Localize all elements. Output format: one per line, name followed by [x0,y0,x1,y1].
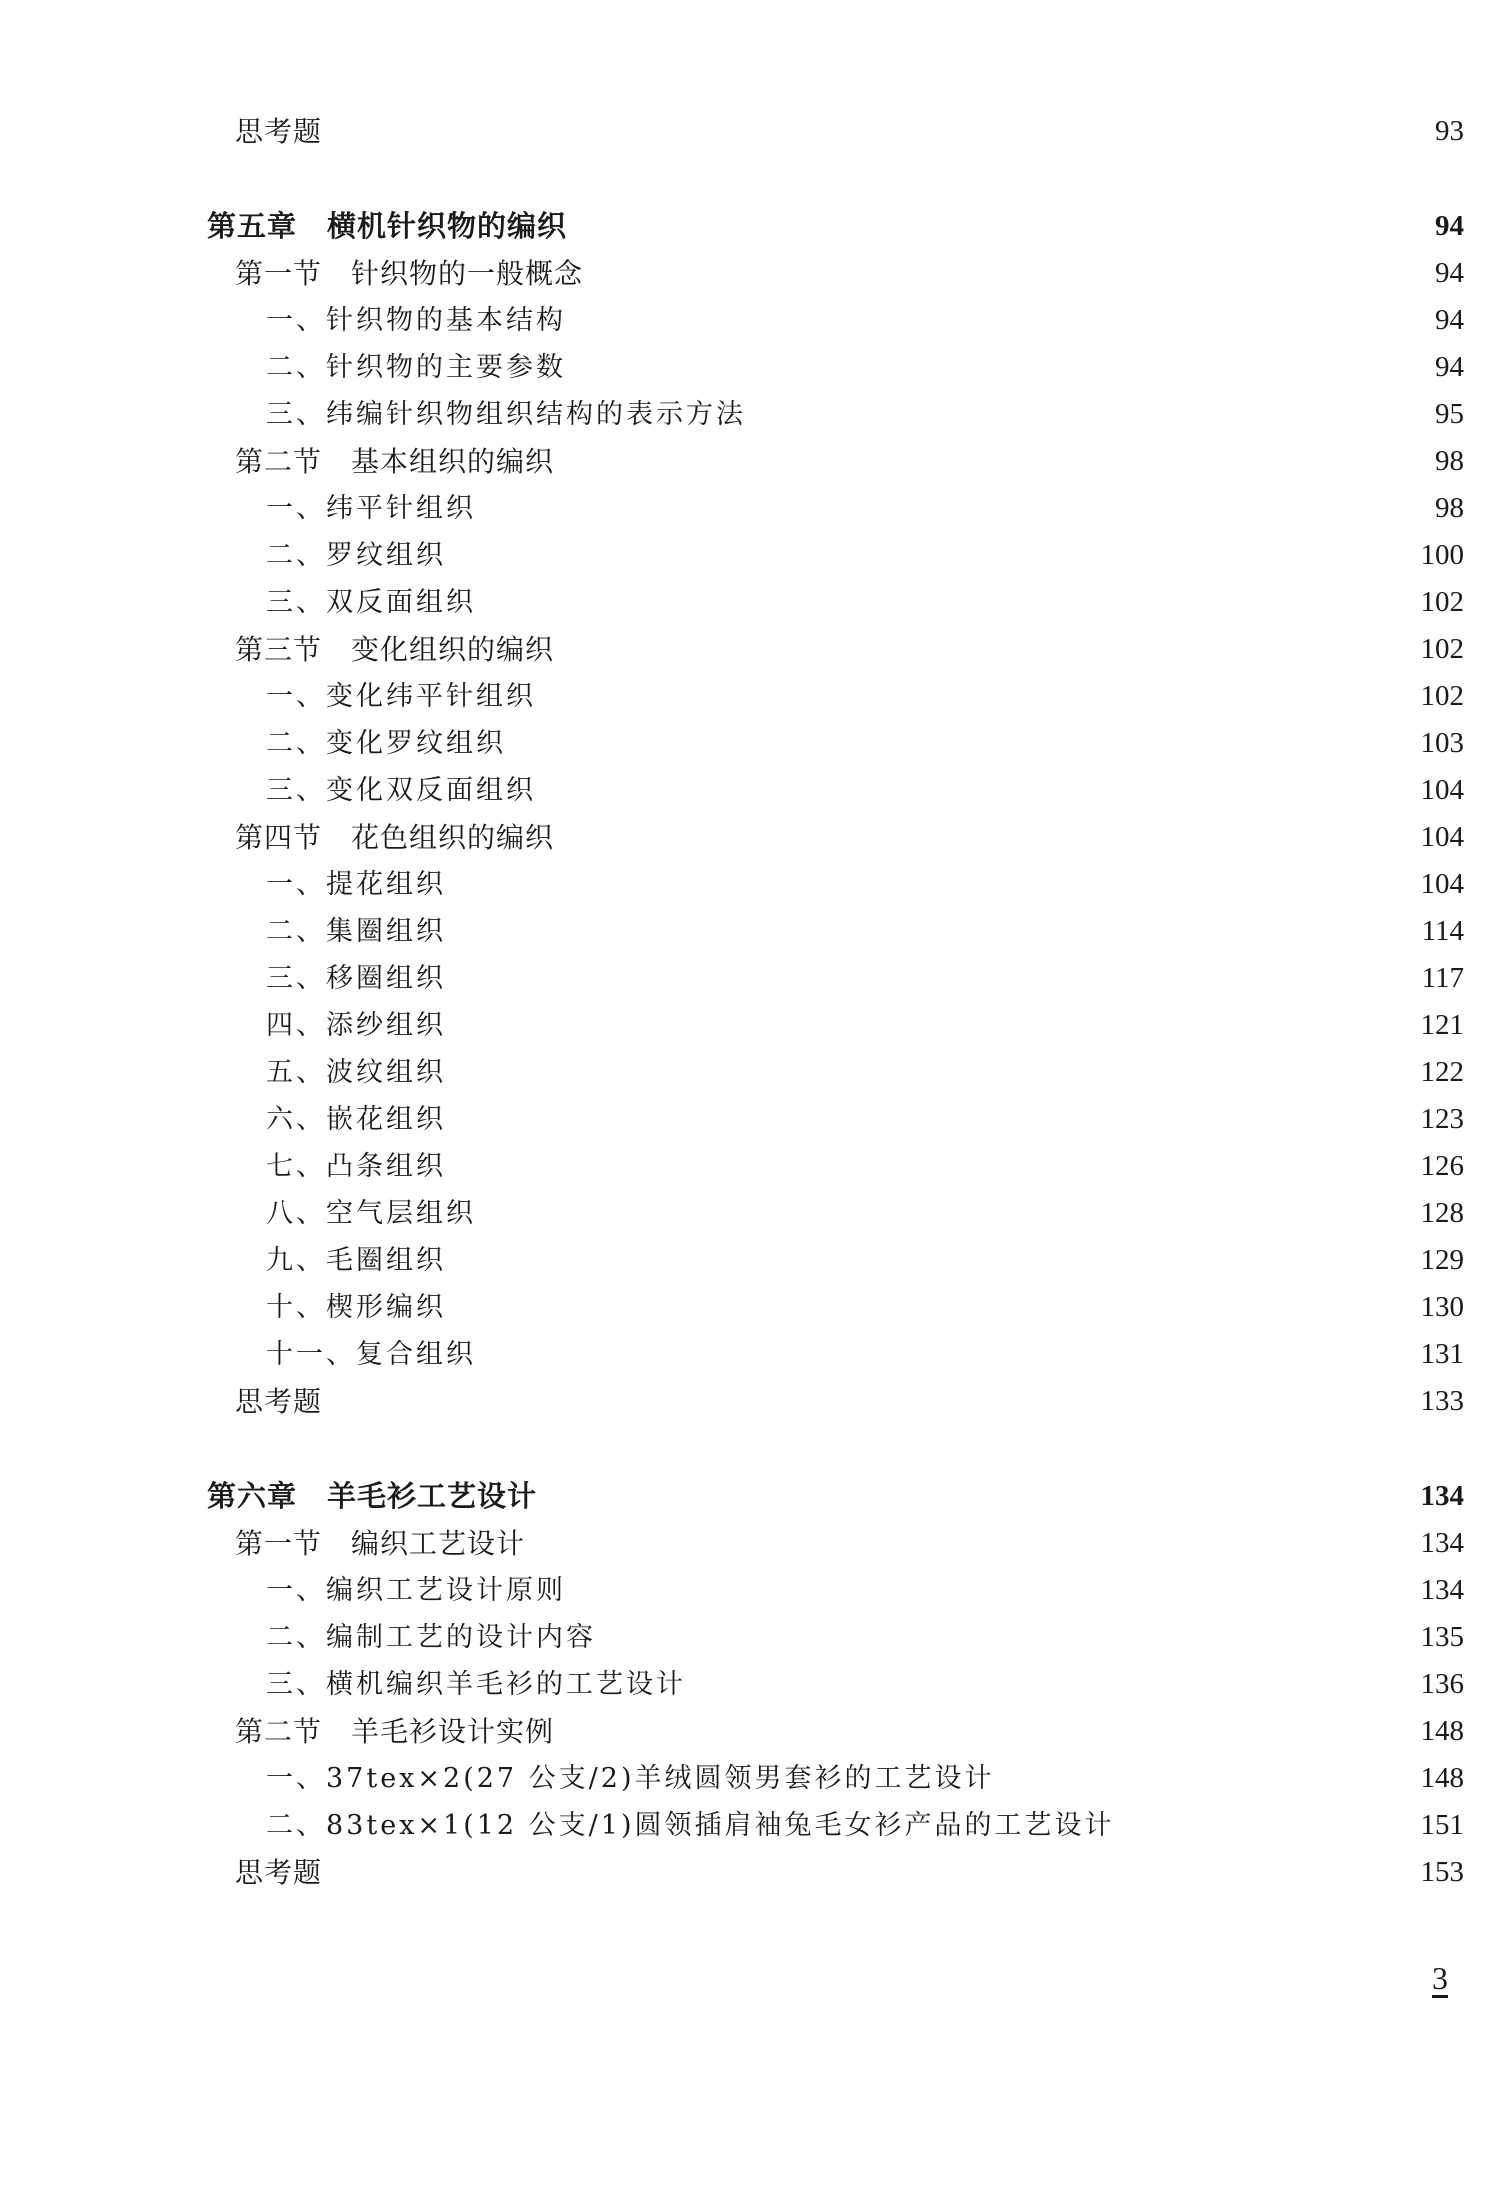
toc-section-entry [0,626,1500,673]
dot-leader [591,250,1390,297]
toc-entry-label: 二、集圈组织 [266,916,446,947]
toc-entry-page: 104 [1420,821,1464,853]
toc-section-entry [0,438,1500,485]
dot-leader [484,579,1390,626]
toc-entry-page: 102 [1420,586,1464,618]
dot-leader [545,1473,1390,1520]
toc-entry-label: 六、嵌花组织 [266,1104,446,1135]
dot-leader [575,203,1390,250]
toc-item-entry [0,1237,1500,1284]
toc-entry-page: 95 [1435,398,1464,430]
toc-item-entry [0,720,1500,767]
toc-entry-label: 十、楔形编织 [266,1292,446,1323]
toc-entry-label: 第六章 羊毛衫工艺设计 [207,1479,538,1513]
toc-entry-page: 98 [1435,445,1464,477]
toc-entry-label: 第四节 花色组织的编织 [235,821,555,854]
toc-item-entry [0,1567,1500,1614]
dot-leader [454,1284,1390,1331]
dot-leader [574,344,1390,391]
dot-leader [454,861,1390,908]
dot-leader [330,108,1390,155]
dot-leader [544,767,1390,814]
toc-entry-label: 二、编制工艺的设计内容 [266,1622,596,1653]
toc-entry-label: 思考题 [235,1856,323,1889]
toc-entry-label: 一、编织工艺设计原则 [266,1575,566,1606]
toc-item-entry [0,297,1500,344]
toc-entry-page: 93 [1435,115,1464,147]
dot-leader [484,1190,1390,1237]
toc-item-entry [0,1331,1500,1378]
toc-entry-label: 九、毛圈组织 [266,1245,446,1276]
toc-entry-label: 七、凸条组织 [266,1151,446,1182]
table-of-contents [0,108,1500,1896]
toc-entry-page: 122 [1420,1056,1464,1088]
toc-entry-page: 117 [1421,962,1464,994]
dot-leader [574,297,1390,344]
toc-entry-label: 思考题 [235,1385,323,1418]
toc-section-entry [0,1520,1500,1567]
dot-leader [454,1237,1390,1284]
dot-leader [562,1708,1390,1755]
dot-leader [533,1520,1390,1567]
toc-entry-page: 135 [1420,1621,1464,1653]
toc-item-entry [0,861,1500,908]
toc-entry-page: 131 [1420,1338,1464,1370]
toc-entry-page: 134 [1420,1480,1464,1512]
toc-entry-label: 三、纬编针织物组织结构的表示方法 [266,399,746,430]
toc-entry-page: 148 [1420,1762,1464,1794]
toc-section-entry [0,250,1500,297]
dot-leader [562,438,1390,485]
toc-entry-label: 一、纬平针组织 [266,493,476,524]
toc-entry-label: 第五章 横机针织物的编织 [207,209,568,243]
toc-entry-label: 第一节 编织工艺设计 [235,1527,526,1560]
toc-entry-page: 130 [1420,1291,1464,1323]
toc-item-entry [0,1002,1500,1049]
toc-entry-page: 103 [1420,727,1464,759]
toc-item-entry [0,1049,1500,1096]
dot-leader [330,1378,1390,1425]
toc-item-entry [0,1190,1500,1237]
toc-entry-page: 133 [1420,1385,1464,1417]
dot-leader [562,626,1390,673]
toc-entry-page: 126 [1420,1150,1464,1182]
toc-item-entry [0,1614,1500,1661]
toc-entry-label: 一、针织物的基本结构 [266,305,566,336]
toc-chapter-entry [0,203,1500,250]
toc-entry-page: 134 [1420,1574,1464,1606]
toc-entry-label: 第二节 基本组织的编织 [235,445,555,478]
dot-leader [454,908,1390,955]
toc-item-entry [0,767,1500,814]
dot-leader [330,1849,1390,1896]
dot-leader [694,1661,1390,1708]
toc-item-entry [0,1755,1500,1802]
toc-entry-label: 三、双反面组织 [266,587,476,618]
dot-leader [484,1331,1390,1378]
toc-entry-page: 136 [1420,1668,1464,1700]
dot-leader [1003,1755,1391,1802]
toc-chapter-entry [0,1473,1500,1520]
dot-leader [544,673,1390,720]
toc-section-entry [0,1708,1500,1755]
toc-item-entry [0,344,1500,391]
toc-item-entry [0,1096,1500,1143]
toc-spacer [0,1425,1500,1473]
toc-entry-label: 第一节 针织物的一般概念 [235,257,584,290]
toc-entry-label: 第二节 羊毛衫设计实例 [235,1715,555,1748]
toc-entry-page: 121 [1420,1009,1464,1041]
toc-item-entry [0,485,1500,532]
dot-leader [604,1614,1390,1661]
toc-section-entry [0,814,1500,861]
toc-entry-page: 104 [1420,774,1464,806]
toc-entry-label: 三、横机编织羊毛衫的工艺设计 [266,1669,686,1700]
dot-leader [454,1002,1390,1049]
toc-entry-page: 104 [1420,868,1464,900]
toc-entry-label: 三、移圈组织 [266,963,446,994]
toc-section-entry [0,108,1500,155]
toc-entry-page: 114 [1421,915,1464,947]
dot-leader [574,1567,1390,1614]
toc-entry-label: 五、波纹组织 [266,1057,446,1088]
toc-entry-page: 94 [1435,351,1464,383]
dot-leader [754,391,1390,438]
toc-item-entry [0,908,1500,955]
toc-section-entry [0,1849,1500,1896]
toc-entry-page: 94 [1435,304,1464,336]
dot-leader [454,1143,1390,1190]
toc-entry-page: 102 [1420,680,1464,712]
dot-leader [454,1096,1390,1143]
page-number: 3 [1432,1960,1448,1996]
toc-entry-label: 思考题 [235,115,323,148]
toc-entry-page: 102 [1420,633,1464,665]
dot-leader [514,720,1390,767]
toc-entry-label: 二、83tex×1(12 公支/1)圆领插肩袖兔毛女衫产品的工艺设计 [266,1810,1115,1841]
toc-entry-page: 98 [1435,492,1464,524]
dot-leader [1123,1802,1391,1849]
toc-item-entry [0,1661,1500,1708]
toc-entry-label: 一、变化纬平针组织 [266,681,536,712]
toc-entry-page: 151 [1420,1809,1464,1841]
toc-entry-label: 四、添纱组织 [266,1010,446,1041]
toc-entry-label: 一、37tex×2(27 公支/2)羊绒圆领男套衫的工艺设计 [266,1763,995,1794]
toc-item-entry [0,532,1500,579]
toc-item-entry [0,579,1500,626]
toc-entry-page: 148 [1420,1715,1464,1747]
toc-entry-page: 94 [1435,257,1464,289]
toc-entry-label: 一、提花组织 [266,869,446,900]
toc-entry-page: 123 [1420,1103,1464,1135]
toc-entry-label: 十一、复合组织 [266,1339,476,1370]
toc-item-entry [0,673,1500,720]
toc-entry-page: 129 [1420,1244,1464,1276]
toc-entry-page: 153 [1420,1856,1464,1888]
dot-leader [454,532,1390,579]
toc-entry-label: 第三节 变化组织的编织 [235,633,555,666]
dot-leader [454,1049,1390,1096]
toc-entry-page: 134 [1420,1527,1464,1559]
dot-leader [484,485,1390,532]
toc-item-entry [0,1284,1500,1331]
toc-section-entry [0,1378,1500,1425]
toc-entry-page: 94 [1435,210,1464,242]
toc-entry-label: 二、罗纹组织 [266,540,446,571]
toc-spacer [0,155,1500,203]
dot-leader [562,814,1390,861]
toc-item-entry [0,955,1500,1002]
dot-leader [454,955,1390,1002]
toc-entry-label: 二、针织物的主要参数 [266,352,566,383]
toc-entry-label: 三、变化双反面组织 [266,775,536,806]
toc-entry-label: 二、变化罗纹组织 [266,728,506,759]
toc-entry-page: 128 [1420,1197,1464,1229]
toc-item-entry [0,391,1500,438]
toc-entry-page: 100 [1420,539,1464,571]
toc-item-entry [0,1143,1500,1190]
toc-item-entry [0,1802,1500,1849]
toc-entry-label: 八、空气层组织 [266,1198,476,1229]
